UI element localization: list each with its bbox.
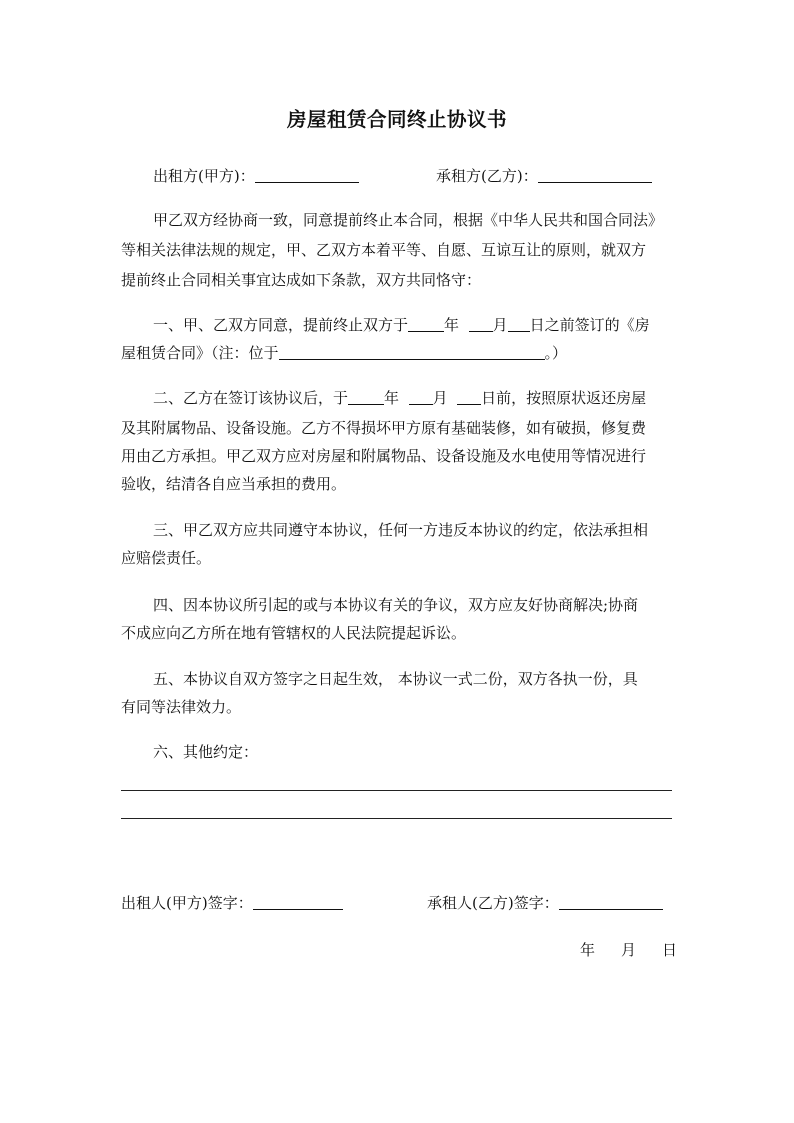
clause2-line-1 [153, 388, 646, 408]
clause5-line-2: 有同等法律效力。 [121, 698, 242, 716]
clause2-year-blank[interactable] [348, 390, 384, 405]
lessee-signature-line [427, 893, 663, 913]
date-year: 年 [580, 941, 596, 959]
lessor-line [153, 166, 359, 186]
lessee-line [436, 166, 652, 186]
document-title: 房屋租赁合同终止协议书 [286, 108, 507, 131]
date-month: 月 [621, 941, 637, 959]
clause5-line-1: 五、本协议自双方签字之日起生效， 本协议一式二份，双方各执一份，具 [153, 670, 638, 688]
clause1-text-a: 一、甲、乙双方同意，提前终止双方于 [153, 316, 409, 334]
date-line [580, 940, 677, 960]
clause1-text-c: 屋租赁合同》（注：位于 [121, 344, 279, 362]
lessor-signature-blank[interactable] [253, 895, 343, 910]
intro-line-2: 等相关法律法规的规定，甲、乙双方本着平等、自愿、互谅互让的原则，就双方 [121, 241, 647, 259]
clause6-line-1: 六、其他约定： [153, 743, 259, 761]
clause3-line-2: 应赔偿责任。 [121, 549, 212, 567]
clause1-line-2 [121, 343, 567, 363]
clause3-line-1: 三、甲乙双方应共同遵守本协议，任何一方违反本协议的约定，依法承担相 [153, 521, 649, 539]
intro-line-1: 甲乙双方经协商一致，同意提前终止本合同，根据《中华人民共和国合同法》 [153, 211, 664, 229]
clause1-address-blank[interactable] [279, 345, 545, 360]
clause2-text-a: 二、乙方在签订该协议后，于 [153, 389, 349, 407]
lessee-label: 承租方(乙方)： [436, 167, 538, 185]
intro-line-3: 提前终止合同相关事宜达成如下条款，双方共同恪守： [121, 271, 482, 289]
clause4-line-1: 四、因本协议所引起的或与本协议有关的争议，双方应友好协商解决;协商 [153, 596, 639, 614]
clause1-text-b: 日之前签订的《房 [529, 316, 650, 334]
clause2-day-blank[interactable] [457, 390, 481, 405]
clause1-month-blank[interactable] [469, 317, 493, 332]
lessor-sign-label: 出租人(甲方)签字： [121, 894, 253, 912]
clause1-year-label: 年 [444, 316, 460, 334]
other-terms-line-2[interactable] [121, 818, 672, 819]
clause4-line-2: 不成应向乙方所在地有管辖权的人民法院提起诉讼。 [121, 624, 467, 642]
clause2-line-4: 验收，结清各自应当承担的费用。 [121, 475, 347, 493]
clause1-month-label: 月 [492, 316, 508, 334]
lessee-sign-label: 承租人(乙方)签字： [427, 894, 559, 912]
clause2-month-label: 月 [432, 389, 448, 407]
lessee-name-blank[interactable] [538, 168, 652, 183]
other-terms-line-1[interactable] [121, 790, 672, 791]
clause2-line-2: 及其附属物品、设备设施。乙方不得损坏甲方原有基础装修，如有破损，修复费 [121, 419, 647, 437]
clause2-line-3: 用由乙方承担。甲乙双方应对房屋和附属物品、设备设施及水电使用等情况进行 [121, 447, 647, 465]
clause2-month-blank[interactable] [409, 390, 433, 405]
date-day: 日 [662, 941, 678, 959]
clause1-day-blank[interactable] [508, 317, 530, 332]
clause1-year-blank[interactable] [408, 317, 444, 332]
clause1-line-1 [153, 315, 650, 335]
lessor-label: 出租方(甲方)： [153, 167, 255, 185]
lessor-signature-line [121, 893, 343, 913]
lessee-signature-blank[interactable] [559, 895, 663, 910]
clause2-text-b: 日前，按照原状返还房屋 [481, 389, 647, 407]
clause1-text-d: 。） [544, 344, 568, 362]
clause2-year-label: 年 [384, 389, 400, 407]
lessor-name-blank[interactable] [255, 168, 359, 183]
